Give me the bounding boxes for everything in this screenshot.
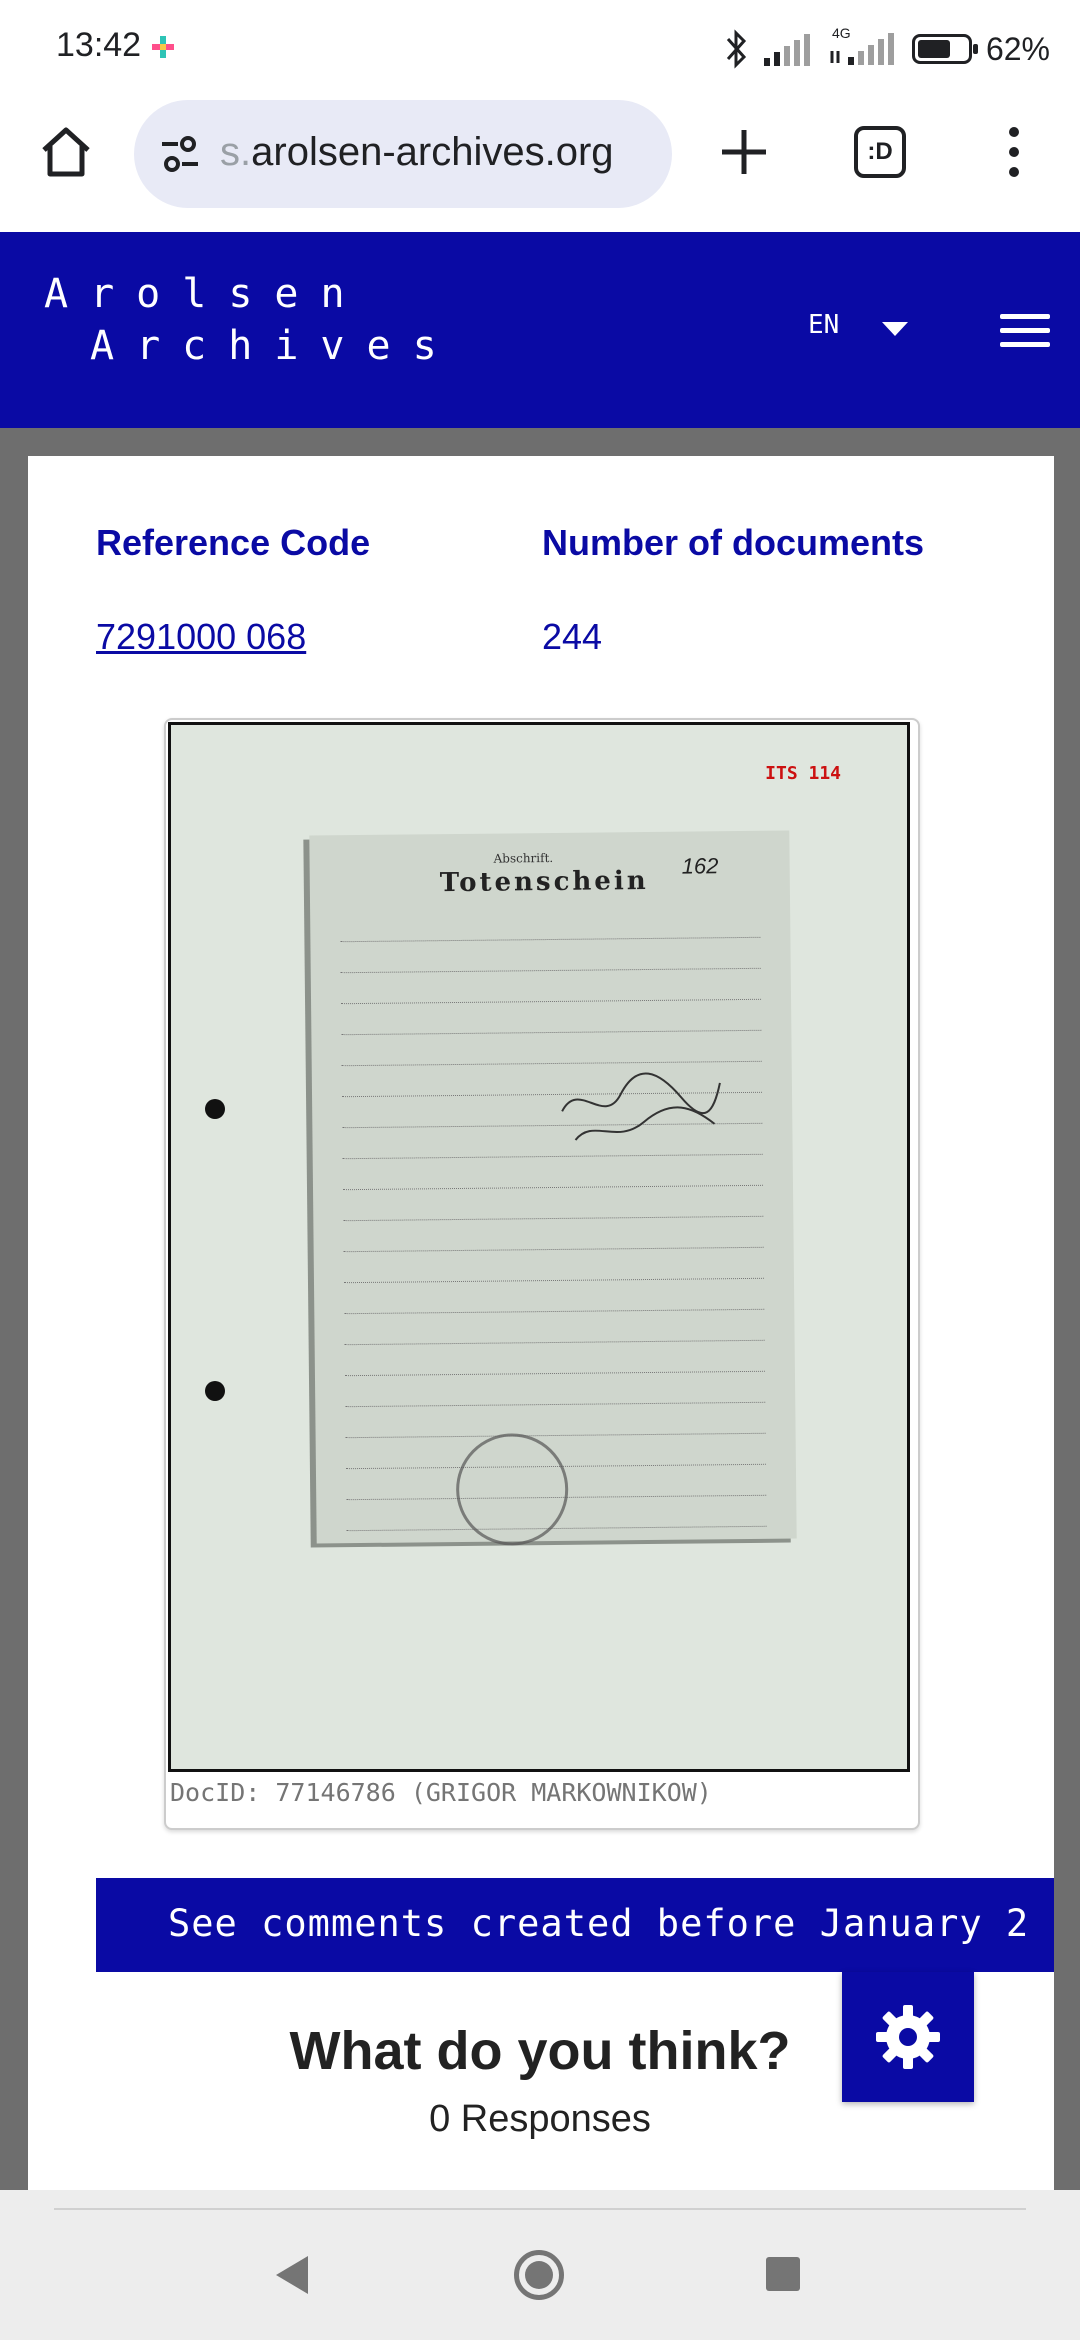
form-lines xyxy=(340,917,766,1541)
browser-toolbar xyxy=(0,96,1080,232)
divider xyxy=(54,2208,1026,2210)
status-icons xyxy=(724,24,1050,74)
site-header xyxy=(0,232,1080,428)
plus-icon[interactable] xyxy=(712,120,776,184)
document-page-number: 162 xyxy=(681,853,719,879)
home-icon[interactable] xyxy=(34,120,98,184)
chevron-down-icon[interactable] xyxy=(882,322,908,336)
more-vert-icon[interactable] xyxy=(996,120,1032,184)
document-title: Totenschein xyxy=(439,865,649,899)
language-selector[interactable]: EN xyxy=(808,310,840,340)
logo-line-1: Arolsen xyxy=(44,271,367,317)
punch-hole xyxy=(205,1099,225,1119)
recents-icon[interactable] xyxy=(766,2257,800,2291)
reference-code-link[interactable]: 7291000 068 xyxy=(96,616,307,657)
status-time: 13:42 xyxy=(56,26,142,64)
punch-hole xyxy=(205,1381,225,1401)
see-comments-text: See comments created before January 2 xyxy=(168,1902,1030,1945)
system-navigation-bar xyxy=(0,2190,1080,2340)
bluetooth-icon xyxy=(724,29,748,69)
reference-code-label: Reference Code xyxy=(96,522,371,563)
battery-icon xyxy=(912,34,972,64)
document-viewer[interactable] xyxy=(164,718,920,1830)
url-text[interactable] xyxy=(220,130,660,175)
tabs-icon[interactable]: :D xyxy=(854,126,906,178)
home-circle-icon[interactable] xyxy=(514,2250,564,2300)
battery-percent: 62% xyxy=(985,30,1050,67)
signal-icon xyxy=(762,32,814,66)
comments-heading: What do you think? xyxy=(289,2021,791,2081)
see-comments-banner[interactable] xyxy=(96,1878,1054,1972)
hamburger-menu-icon[interactable] xyxy=(1000,314,1050,348)
document-caption: DocID: 77146786 (GRIGOR MARKOWNIKOW) xyxy=(170,1778,712,1807)
document-count-label: Number of documents xyxy=(542,522,925,563)
death-certificate-paper xyxy=(309,831,796,1544)
document-count-value: 244 xyxy=(542,616,603,657)
url-domain: arolsen-archives.org xyxy=(251,130,614,174)
network-type-label: 4G xyxy=(831,25,851,41)
official-stamp xyxy=(456,1433,569,1546)
address-bar[interactable] xyxy=(134,100,672,208)
document-scan-image[interactable] xyxy=(168,722,910,1772)
its-stamp: ITS 114 xyxy=(765,763,841,784)
url-faded-prefix: s. xyxy=(220,130,252,174)
document-heading: Abschrift. xyxy=(493,850,554,866)
responses-count: 0 Responses xyxy=(429,2098,651,2140)
site-logo[interactable] xyxy=(44,268,459,372)
site-settings-icon[interactable] xyxy=(156,130,204,178)
app-notification-icon xyxy=(150,34,176,60)
logo-line-2: Archives xyxy=(90,323,459,369)
signal-4g-icon xyxy=(828,25,898,69)
back-icon[interactable] xyxy=(276,2256,308,2294)
status-bar xyxy=(0,0,1080,96)
